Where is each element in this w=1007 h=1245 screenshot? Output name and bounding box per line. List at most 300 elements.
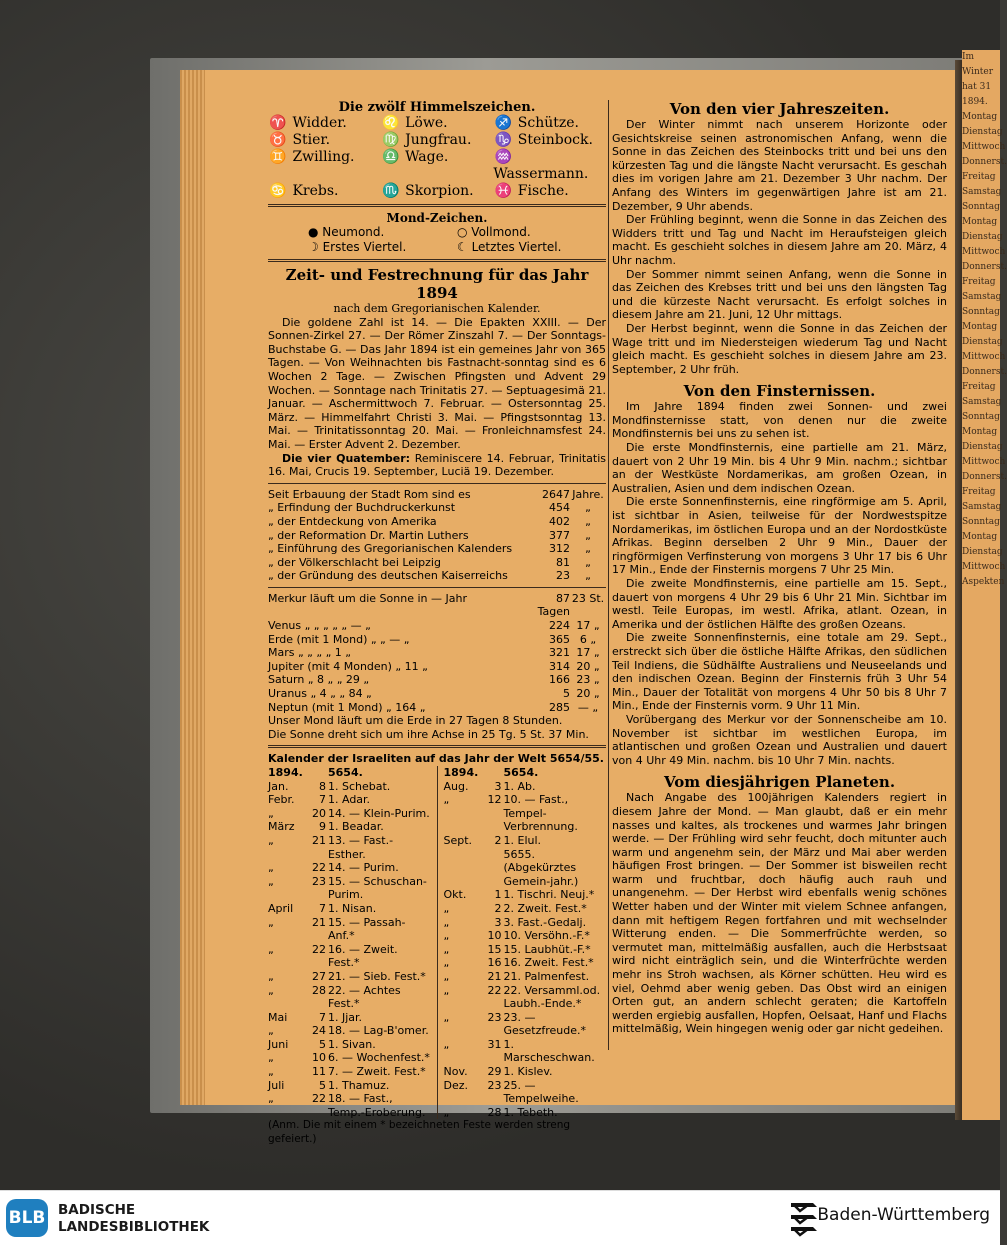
calendar-row: [444, 1038, 607, 1065]
seit-row-value: 312: [549, 542, 570, 556]
calendar-event: 1. Thamuz.: [328, 1078, 390, 1092]
moon-name: Neumond.: [322, 225, 385, 239]
strip-text: Samstag: [962, 502, 1002, 512]
calendar-month: „: [443, 915, 450, 929]
calendar-event: 2. Zweit. Fest.*: [503, 901, 587, 915]
israel-h4: 5654.: [503, 766, 539, 779]
calendar-day: 22: [487, 983, 502, 997]
calendar-event: 15. — Schuschan-Purim.: [328, 874, 427, 902]
zodiac-sign: [268, 132, 381, 149]
sonne-line: Die Sonne dreht sich um ihre Achse in 25 Tg. 5 St. 37 Min.: [268, 727, 589, 741]
calendar-month: „: [268, 1065, 274, 1079]
jahreszeiten-paragraph: Der Frühling beginnt, wenn die Sonne in das Zeichen des Widders tritt und Tag und Nacht im Heraufsteigen gleich macht. Es geschieht solches in diesem Jahre am 20. März, 4 Uhr nachm.: [612, 213, 947, 267]
finsternisse-paragraph: Die zweite Mondfinsternis, eine partielle am 15. Sept., dauert von morgens 4 Uhr 29 bis 6 Uhr 21 Min. Sichtbar im westl. Teile Europas, im westl. Afrika, atlant. Ozean, in Amerika und der östlichen Hälfte des großen Ozeans.: [612, 577, 947, 631]
right-column: [612, 100, 947, 1036]
zodiac-glyph-icon: ♒: [494, 149, 513, 165]
seit-row: [268, 556, 606, 570]
calendar-day: 7: [319, 1010, 326, 1024]
zeit-title: Zeit- und Festrechnung für das Jahr 1894: [285, 266, 589, 302]
zeit-subtitle: nach dem Gregorianischen Kalender.: [333, 302, 541, 315]
calendar-day: 23: [487, 1078, 502, 1092]
moon-signs: [268, 225, 606, 255]
calendar-event: 10. — Fast., Tempel-Verbrennung.: [503, 793, 578, 834]
calendar-event: 14. — Klein-Purim.: [328, 806, 430, 820]
blb-logo[interactable]: BLB: [6, 1199, 48, 1237]
library-name-line2: LANDESBIBLIOTHEK: [58, 1219, 210, 1235]
israel-h1: 1894.: [268, 766, 303, 779]
calendar-day: 27: [312, 969, 326, 983]
calendar-month: Juni: [268, 1037, 289, 1051]
planet-text: [612, 791, 947, 1036]
israel-left-table: [268, 780, 431, 1120]
strip-text: Montag: [962, 427, 998, 437]
calendar-day: 23: [487, 1010, 502, 1024]
zodiac-glyph-icon: ♎: [381, 149, 400, 165]
planet-row-unit: 20 „: [576, 687, 600, 701]
planet-row-text: Venus „ „ „ „ „ — „: [268, 619, 371, 633]
calendar-event: 14. — Purim.: [328, 861, 399, 875]
calendar-row: [444, 1106, 607, 1120]
zodiac-sign: [493, 183, 606, 200]
israel-h3: 1894.: [443, 766, 479, 779]
calendar-day: 31: [487, 1037, 502, 1051]
strip-text: Samstag: [962, 397, 1002, 407]
strip-text: Montag: [962, 532, 998, 542]
moon-glyph-icon: ☽: [308, 240, 323, 254]
seit-row-value: 81: [556, 555, 570, 569]
calendar-day: 22: [312, 1092, 326, 1106]
calendar-event: 10. Versöhn.-F.*: [503, 929, 590, 943]
moon-name: Vollmond.: [471, 225, 531, 239]
zodiac-name: Krebs.: [288, 183, 339, 199]
finsternisse-paragraph: Die erste Sonnenfinsternis, eine ringförmige am 5. April, ist sichtbar in Asien, teilweise für der Nordwestspitze Nordamerikas, im östlichen Europa und an der Nordostküste Afrikas. Beginn derselben 2 Uhr 9 Min., Dauer der ringförmigen Verfinsterung von morgens 3 Uhr 17 bis 6 Uhr 17 Min., Ende der Finsternis morgens 7 Uhr 25 Min.: [612, 495, 947, 577]
calendar-event: 1. Schebat.: [328, 779, 391, 793]
seit-row-text: „ der Entdeckung von Amerika: [268, 514, 437, 528]
calendar-month: „: [268, 969, 274, 983]
calendar-month: „: [268, 1092, 274, 1106]
calendar-row: [444, 834, 607, 848]
strip-text: Freitag: [962, 382, 996, 392]
zodiac-name: Steinbock.: [513, 132, 593, 148]
zodiac-sign: [493, 115, 606, 132]
calendar-day: 15: [487, 942, 502, 956]
left-column: [268, 100, 606, 1147]
strip-text: hat 31: [962, 82, 992, 92]
zodiac-glyph-icon: ♈: [269, 115, 287, 131]
calendar-day: 2: [494, 901, 502, 915]
calendar-month: „: [443, 956, 450, 970]
seit-row: [268, 529, 606, 543]
calendar-day: 5: [319, 1037, 326, 1051]
state-name[interactable]: Baden-Württemberg: [817, 1205, 990, 1225]
seit-row-unit: „: [585, 569, 591, 583]
calendar-row: [268, 984, 431, 1011]
calendar-row: [268, 1065, 431, 1079]
calendar-row: [444, 956, 607, 970]
calendar-day: 8: [319, 779, 326, 793]
next-page-strip: [962, 50, 1007, 1120]
calendar-month: Mai: [268, 1010, 288, 1024]
planet-row-text: Saturn „ 8 „ „ 29 „: [268, 673, 370, 687]
strip-text: Sonntag: [962, 307, 1000, 317]
calendar-event: 13. — Fast.-Esther.: [328, 833, 394, 861]
calendar-row: [444, 929, 607, 943]
calendar-row: [444, 1079, 607, 1106]
calendar-event: 23. — Gesetzfreude.*: [503, 1010, 587, 1038]
strip-text: Dienstag: [962, 232, 1003, 242]
calendar-month: „: [268, 833, 274, 847]
calendar-month: „: [268, 915, 274, 929]
calendar-day: 1: [494, 888, 502, 902]
finsternisse-paragraph: Im Jahre 1894 finden zwei Sonnen- und zwei Mondfinsternisse statt, von denen nur die zweite Mondfinsternis bei uns zu sehen ist.: [612, 400, 947, 441]
calendar-row: [268, 780, 431, 794]
calendar-day: 23: [312, 874, 326, 888]
calendar-row: [444, 902, 607, 916]
calendar-event: 1. Beadar.: [328, 820, 384, 834]
moon-title: Mond-Zeichen.: [386, 211, 488, 225]
strip-text: Dienstag: [962, 337, 1003, 347]
finsternisse-paragraph: Vorübergang des Merkur vor der Sonnenscheibe am 10. November ist sichtbar im westlichen Europa, im atlantischen und großen Ozean und Australien und dauert von 4 Uhr 49 Min. nachm. bis 10 Uhr 7 Min. nachts.: [612, 712, 947, 767]
calendar-month: „: [268, 1051, 274, 1065]
planet-row-value: 321: [549, 646, 570, 660]
calendar-row: [444, 888, 607, 902]
seit-row-text: „ Einführung des Gregorianischen Kalenders: [268, 542, 513, 556]
zodiac-glyph-icon: ♉: [269, 132, 287, 148]
zodiac-name: Fische.: [513, 183, 569, 199]
seit-row-text: „ der Gründung des deutschen Kaiserreichs: [268, 569, 508, 583]
finsternisse-title: Von den Finsternissen.: [683, 382, 876, 401]
planet-row-value: 5: [563, 687, 570, 701]
calendar-month: „: [443, 1037, 450, 1051]
seit-row-text: „ der Reformation Dr. Martin Luthers: [268, 528, 469, 542]
calendar-day: 22: [312, 942, 326, 956]
zodiac-glyph-icon: ♊: [269, 149, 287, 165]
strip-text: Samstag: [962, 292, 1002, 302]
zodiac-sign: [381, 183, 494, 200]
calendar-month: Sept.: [443, 833, 473, 847]
moon-sign: [308, 240, 457, 255]
calendar-day: 22: [312, 861, 326, 875]
calendar-month: „: [268, 942, 274, 956]
strip-text: Freitag: [962, 487, 996, 497]
jahreszeiten-paragraph: Der Sommer nimmt seinen Anfang, wenn die Sonne in das Zeichen des Krebses tritt und bei uns den längsten Tag und die kürzeste Nacht verursacht. Es erfolgt solches in diesem Jahre am 21. Juni, 12 Uhr mittags.: [612, 267, 947, 322]
zodiac-name: Widder.: [288, 115, 347, 131]
moon-glyph-icon: ☾: [457, 240, 472, 254]
calendar-event: 1. Marscheschwan.: [503, 1037, 595, 1065]
jahreszeiten-text: [612, 118, 947, 376]
seit-row-unit: Jahre.: [572, 487, 604, 501]
zodiac-name: Wassermann.: [493, 166, 589, 182]
calendar-month: April: [268, 901, 294, 915]
calendar-month: [444, 861, 478, 888]
seit-row: [268, 569, 606, 583]
calendar-row: [268, 834, 431, 861]
israel-h2: 5654.: [328, 766, 363, 779]
calendar-month: „: [443, 969, 450, 983]
seit-row-unit: „: [585, 542, 591, 556]
strip-text: Im: [962, 52, 975, 62]
calendar-day: 20: [312, 806, 326, 820]
strip-text: Donnerst.: [962, 262, 1007, 272]
calendar-row: [268, 793, 431, 807]
calendar-day: 21: [312, 833, 326, 847]
strip-text: Mittwoch: [962, 457, 1006, 467]
zodiac-name: Löwe.: [400, 115, 448, 131]
library-name-line1: BADISCHE: [58, 1202, 136, 1218]
calendar-event: 21. — Sieb. Fest.*: [328, 969, 426, 983]
planet-row: [268, 660, 606, 674]
planet-row: [268, 646, 606, 660]
planet-row-text: Neptun (mit 1 Mond) „ 164 „: [268, 700, 426, 714]
seit-row: [268, 542, 606, 556]
moon-glyph-icon: ●: [308, 225, 323, 239]
calendar-row: [444, 861, 607, 888]
calendar-month: Febr.: [268, 793, 295, 807]
calendar-row: [444, 970, 607, 984]
calendar-day: [478, 861, 504, 888]
seit-row-value: 454: [549, 501, 570, 515]
calendar-event: 22. Versamml.od. Laubh.-Ende.*: [503, 983, 601, 1011]
strip-text: Mittwoch: [962, 247, 1006, 257]
planet-row-value: 87 Tagen: [537, 591, 570, 619]
calendar-month: „: [268, 806, 274, 820]
calendar-day: 7: [319, 793, 326, 807]
calendar-row: [268, 820, 431, 834]
planet-row: [268, 701, 606, 715]
zodiac-name: Zwilling.: [288, 149, 355, 165]
strip-text: Montag: [962, 322, 998, 332]
calendar-event: 18. — Lag-B'omer.: [328, 1024, 429, 1038]
finsternisse-paragraph: Die zweite Sonnenfinsternis, eine totale am 29. Sept., erstreckt sich über die östliche Hälfte Afrikas, den südlichen Teil Indiens, die Südhälfte Australiens und Neuseelands und den indischen Ozean. Beginn der Finsternis früh 3 Uhr 54 Min., Dauer der Totalität von morgens 4 Uhr 50 bis 8 Uhr 7 Min., Ende der Finsternis vorm. 9 Uhr 11 Min.: [612, 631, 947, 713]
calendar-row: [444, 943, 607, 957]
strip-text: Winter: [962, 67, 994, 77]
zodiac-glyph-icon: ♑: [494, 132, 513, 148]
finsternisse-paragraph: Die erste Mondfinsternis, eine partielle am 21. März, dauert von 2 Uhr 19 Min. bis 4 Uhr 9 Min. nachm.; sichtbar an der Westküste Nordamerikas, am großen Ozean, in Australien, Asien und dem indischen Ozean.: [612, 441, 947, 495]
jahreszeiten-paragraph: Der Herbst beginnt, wenn die Sonne in das Zeichen der Wage tritt und im Niedersteigen wiederum Tag und Nacht gleich macht. Es geschieht solches in diesem Jahre am 23. September, 2 Uhr früh.: [612, 321, 947, 376]
calendar-row: [268, 1092, 431, 1119]
calendar-month: „: [443, 942, 450, 956]
calendar-row: [444, 793, 607, 834]
zodiac-glyph-icon: ♏: [381, 183, 400, 199]
calendar-month: „: [443, 929, 450, 943]
zodiac-glyph-icon: ♓: [494, 183, 513, 199]
planet-row-value: 166: [549, 673, 570, 687]
seit-row: [268, 501, 606, 515]
calendar-month: „: [268, 983, 274, 997]
calendar-month: „: [268, 861, 274, 875]
calendar-row: [444, 848, 607, 862]
strip-text: Aspekten: [962, 577, 1005, 587]
calendar-row: [268, 1079, 431, 1093]
calendar-event: 1. Kislev.: [503, 1065, 553, 1079]
strip-text: Samstag: [962, 187, 1002, 197]
calendar-event: 1. Tischri. Neuj.*: [503, 888, 595, 902]
column-divider: [608, 100, 609, 1050]
library-name[interactable]: [58, 1202, 209, 1236]
zodiac-title: Die zwölf Himmelszeichen.: [338, 100, 536, 115]
moon-name: Letztes Viertel.: [471, 240, 562, 254]
calendar-event: 1. Nisan.: [328, 901, 377, 915]
seit-row-value: 23: [556, 569, 570, 583]
moon-glyph-icon: ○: [457, 225, 472, 239]
calendar-month: „: [268, 1024, 274, 1038]
zodiac-name: Wage.: [400, 149, 449, 165]
planet-row-text: Uranus „ 4 „ „ 84 „: [268, 687, 372, 701]
israel-calendar: [268, 766, 606, 1119]
calendar-month: „: [268, 874, 274, 888]
calendar-event: 1. Jjar.: [328, 1010, 363, 1024]
strip-text: Montag: [962, 217, 998, 227]
calendar-event: 15. Laubhüt.-F.*: [503, 942, 591, 956]
israel-right-table: [444, 780, 607, 1120]
calendar-month: Dez.: [443, 1078, 469, 1092]
planet-row-unit: 6 „: [579, 632, 597, 646]
calendar-day: 28: [487, 1105, 502, 1119]
calendar-day: 7: [319, 901, 326, 915]
planet-row: [268, 633, 606, 647]
calendar-row: [268, 902, 431, 916]
planet-row: [268, 592, 606, 619]
quatember-text: Reminiscere 14. Februar, Trinitatis 16. Mai, Crucis 19. September, Luciä 19. Dezember.: [268, 451, 606, 479]
seit-row-unit: „: [585, 514, 591, 528]
strip-text: Donnerst.: [962, 367, 1007, 377]
planet-paragraph: Nach Angabe des 100jährigen Kalenders regiert in diesem Jahre der Mond. — Man glaubt, daß er ein mehr nasses und kaltes, als trockenes und warmes Jahr bringen werde. — Der Frühling wird sehr feucht, doch mitunter auch warm und angenehm sein, der März und Mai aber werden häufigen Frost bringen. — Der Sommer ist bisweilen recht warm und fruchtbar, doch häufig auch rauh und unangenehm. — Der Herbst wird ebenfalls wenig schönes Wetter haben und der Winter mit vielem Schnee anfangen, dann mit heftigem Regen fortfahren und mit wechselnder Witterung enden. — Die Sommerfrüchte werden, so vermutet man, mittelmäßig ausfallen, auch die Herbstsaat wird nicht einträglich sein, und die Winterfrüchte werden mehr ins Stroh wachsen, als Körner schütten. Heu wird es viel, Oehmd aber wenig geben. Das Obst wird an einigen Orten gut, an andern schlecht geraten; die Kartoffeln werden ergiebig ausfallen, Hopfen, Oelsaat, Hanf und Flachs mittelmäßig, Wein hingegen wenig oder gar nicht gedeihen.: [612, 791, 947, 1036]
strip-text: Sonntag: [962, 202, 1000, 212]
calendar-row: [268, 1051, 431, 1065]
seit-row: [268, 488, 606, 502]
planet-row-value: 365: [549, 632, 570, 646]
calendar-day: 5: [319, 1078, 326, 1092]
zodiac-name: Schütze.: [513, 115, 579, 131]
zodiac-glyph-icon: ♐: [494, 115, 513, 131]
calendar-month: „: [443, 983, 450, 997]
zodiac-sign: [381, 132, 494, 149]
calendar-event: 15. — Passah-Anf.*: [328, 915, 406, 943]
jahreszeiten-title: Von den vier Jahreszeiten.: [669, 100, 890, 118]
zodiac-sign: [493, 149, 606, 183]
calendar-event: 7. — Zweit. Fest.*: [328, 1065, 426, 1079]
footer-bar: [0, 1190, 1000, 1245]
seit-row-value: 377: [549, 528, 570, 542]
calendar-row: [268, 1024, 431, 1038]
calendar-day: 21: [487, 969, 502, 983]
calendar-row: [444, 1011, 607, 1038]
planet-row-unit: 17 „: [576, 646, 600, 660]
moon-name: Erstes Viertel.: [322, 240, 407, 254]
seit-row-text: „ der Völkerschlacht bei Leipzig: [268, 555, 441, 569]
seit-row-unit: „: [585, 528, 591, 542]
calendar-event: 6. — Wochenfest.*: [328, 1051, 430, 1065]
zodiac-name: Skorpion.: [400, 183, 474, 199]
israel-title: Kalender der Israeliten auf das Jahr der Welt 5654/55.: [268, 752, 604, 766]
calendar-row: [444, 984, 607, 1011]
calendar-day: 29: [487, 1065, 502, 1079]
strip-text: Mittwoch: [962, 142, 1006, 152]
calendar-event: 3. Fast.-Gedalj.: [503, 915, 587, 929]
zodiac-sign: [381, 115, 494, 132]
calendar-day: 12: [487, 793, 502, 807]
strip-text: Donnerst.: [962, 157, 1007, 167]
strip-text: Freitag: [962, 172, 996, 182]
planet-row-unit: 23 St.: [571, 591, 605, 605]
mond-line: Unser Mond läuft um die Erde in 27 Tagen 8 Stunden.: [268, 714, 563, 728]
planet-row-unit: — „: [577, 700, 599, 714]
calendar-day: 9: [319, 820, 326, 834]
calendar-event: 1. Elul.: [503, 833, 542, 847]
calendar-event: 21. Palmenfest.: [503, 969, 590, 983]
strip-text: Donnerst.: [962, 472, 1007, 482]
calendar-month: „: [443, 793, 450, 807]
planet-row-unit: 20 „: [576, 659, 600, 673]
seit-row-unit: „: [585, 555, 591, 569]
quatember-label: Die vier Quatember:: [282, 451, 411, 465]
zodiac-name: Jungfrau.: [400, 132, 472, 148]
calendar-event: 1. Tebeth.: [503, 1105, 558, 1119]
calendar-day: 3: [494, 915, 502, 929]
calendar-day: 28: [312, 983, 326, 997]
planet-row: [268, 673, 606, 687]
calendar-month: Aug.: [443, 779, 469, 793]
zodiac-sign: [268, 183, 381, 200]
calendar-row: [268, 1038, 431, 1052]
calendar-event: 1. Sivan.: [328, 1037, 376, 1051]
planet-table: [268, 592, 606, 714]
zodiac-name: Stier.: [288, 132, 331, 148]
calendar-month: „: [443, 1105, 450, 1119]
calendar-day: 3: [494, 779, 502, 793]
israel-note: (Anm. Die mit einem * bezeichneten Feste werden streng gefeiert.): [268, 1119, 571, 1146]
zodiac-grid: [268, 115, 606, 200]
calendar-event: (Abgekürztes Gemein-jahr.): [503, 861, 579, 888]
zeit-paragraph: Die goldene Zahl ist 14. — Die Epakten XXIII. — Der Sonnen-Zirkel 27. — Der Römer Zinszahl 7. — Der Sonntags-Buchstabe G. — Das Jahr 1894 ist ein gemeines Jahr von 365 Tagen. — Von Weihnachten bis Fastnacht-sonntag sind es 6 Wochen 2 Tage. — Zwischen Pfingsten und Advent 29 Wochen. — Sonntage nach Trinitatis 27. — Septuagesimä 21. Januar. — Aschermittwoch 7. Februar. — Ostersonntag 25. März. — Himmelfahrt Christi 3. Mai. — Pfingstsonntag 13. Mai. — Trinitatissonntag 20. Mai. — Fronleichnamsfest 24. Mai. — Erster Advent 2. Dezember.: [268, 315, 606, 451]
calendar-row: [268, 861, 431, 875]
calendar-event: 25. — Tempelweihe.: [503, 1078, 579, 1106]
calendar-event: 22. — Achtes Fest.*: [328, 983, 401, 1011]
seit-row: [268, 515, 606, 529]
calendar-month: Jan.: [268, 779, 289, 793]
planet-row-value: 224: [549, 619, 570, 633]
planet-row-text: Jupiter (mit 4 Monden) „ 11 „: [268, 659, 428, 673]
calendar-event: 16. — Zweit. Fest.*: [328, 942, 398, 970]
planet-row-unit: 23 „: [576, 673, 600, 687]
seit-row-value: 402: [549, 514, 570, 528]
strip-text: 1894.: [962, 97, 988, 107]
zodiac-sign: [268, 115, 381, 132]
seit-row-value: 2647: [542, 487, 570, 501]
planet-row-value: 285: [549, 700, 570, 714]
calendar-day: 11: [312, 1065, 326, 1079]
strip-text: Freitag: [962, 277, 996, 287]
planet-row: [268, 619, 606, 633]
planet-row-value: 314: [549, 659, 570, 673]
calendar-month: Juli: [268, 1078, 285, 1092]
calendar-day: 10: [312, 1051, 326, 1065]
calendar-day: 2: [494, 833, 502, 847]
calendar-month: „: [443, 901, 450, 915]
calendar-row: [268, 875, 431, 902]
calendar-month: Okt.: [443, 888, 467, 902]
calendar-row: [268, 970, 431, 984]
zodiac-glyph-icon: ♋: [269, 183, 287, 199]
calendar-day: [478, 848, 504, 862]
jahreszeiten-paragraph: Der Winter nimmt nach unserem Horizonte oder Gesichtskreise seinen astronomischen Anfang, wenn die Sonne in das Zeichen des Steinbocks tritt und bei uns den kürzesten Tag und die längste Nacht verursacht. Es geschah dies im vorigen Jahre am 21. Dezember 3 Uhr nachm. Der Anfang des Winters im gegenwärtigen Jahre ist am 21. Dezember, 9 Uhr abends.: [612, 118, 947, 213]
planet-row-unit: 17 „: [576, 619, 600, 633]
seit-table: [268, 488, 606, 583]
calendar-row: [268, 1011, 431, 1025]
calendar-day: 16: [487, 956, 502, 970]
planet-row-text: Merkur läuft um die Sonne in — Jahr: [268, 591, 467, 605]
strip-text: Dienstag: [962, 547, 1003, 557]
